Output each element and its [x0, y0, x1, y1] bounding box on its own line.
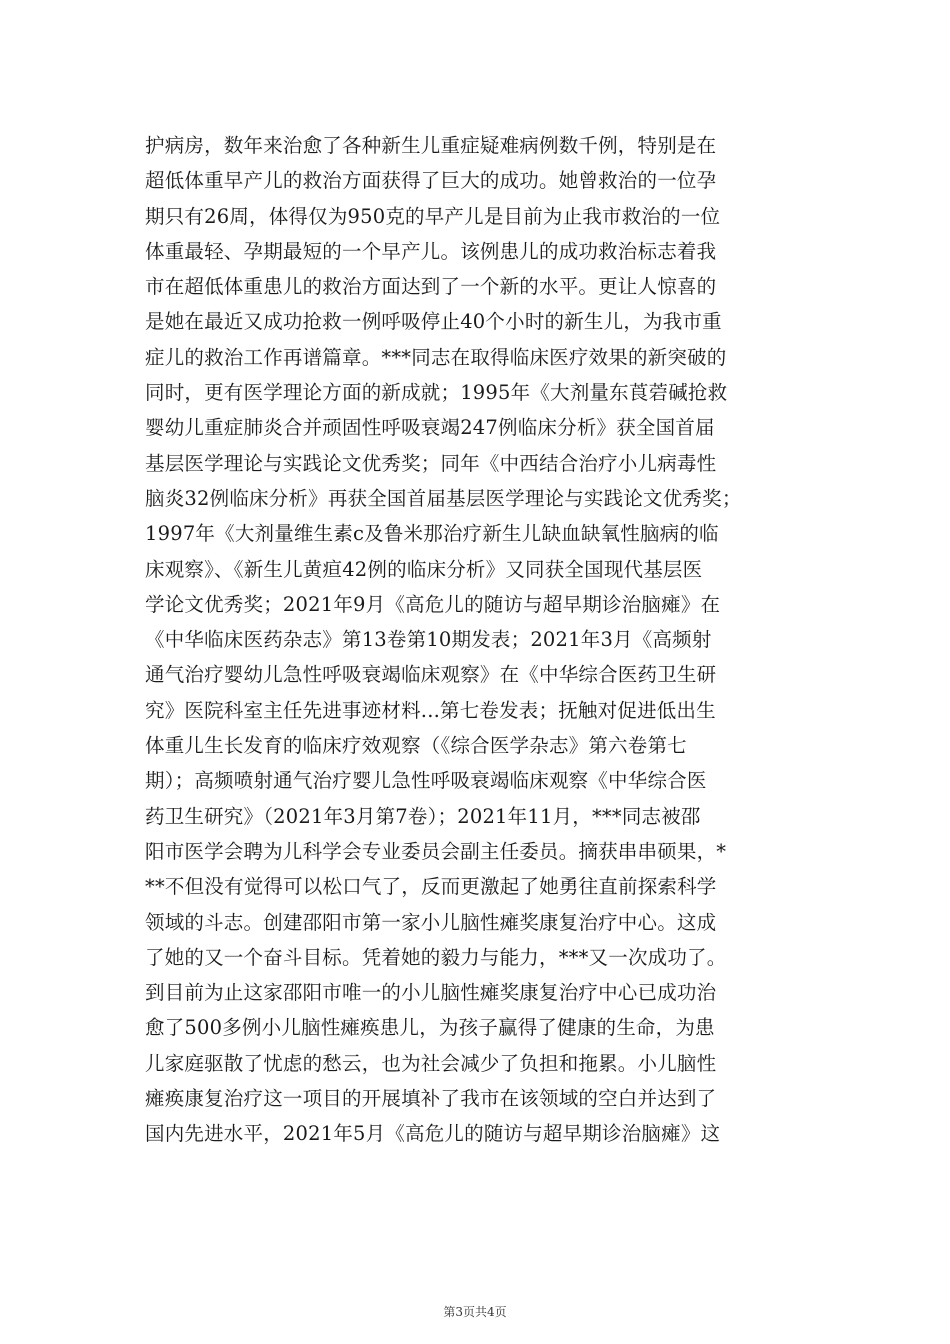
text-line: 超低体重早产儿的救治方面获得了巨大的成功。她曾救治的一位孕: [145, 169, 717, 193]
text-line: 通气治疗婴幼儿急性呼吸衰竭临床观察》在《中华综合医药卫生研: [145, 663, 717, 687]
text-line: 药卫生研究》（2021年3月第7卷）；2021年11月，***同志被邵: [145, 804, 701, 828]
text-line: 瘫痪康复治疗这一项目的开展填补了我市在该领域的空白并达到了: [145, 1087, 717, 1111]
text-line: 脑炎32例临床分析》再获全国首届基层医学理论与实践论文优秀奖；: [145, 486, 742, 510]
text-line: 领域的斗志。创建邵阳市第一家小儿脑性瘫奖康复治疗中心。这成: [145, 910, 717, 934]
text-line: 学论文优秀奖；2021年9月《高危儿的随访与超早期诊治脑瘫》在: [145, 592, 721, 616]
text-line: 市在超低体重患儿的救治方面达到了一个新的水平。更让人惊喜的: [145, 275, 717, 299]
text-line: 到目前为止这家邵阳市唯一的小儿脑性瘫奖康复治疗中心已成功治: [145, 981, 717, 1005]
text-line: 同时，更有医学理论方面的新成就；1995年《大剂量东莨菪碱抢救: [145, 381, 728, 405]
text-line: 期）；高频喷射通气治疗婴儿急性呼吸衰竭临床观察《中华综合医: [145, 769, 707, 793]
text-line: 症儿的救治工作再谱篇章。***同志在取得临床医疗效果的新突破的: [145, 345, 727, 369]
text-line: 体重最轻、孕期最短的一个早产儿。该例患儿的成功救治标志着我: [145, 239, 717, 263]
text-line: 基层医学理论与实践论文优秀奖；同年《中西结合治疗小儿病毒性: [145, 451, 717, 475]
text-line: 是她在最近又成功抢救一例呼吸停止40个小时的新生儿，为我市重: [145, 310, 722, 334]
text-line: 《中华临床医药杂志》第13卷第10期发表；2021年3月《高频射: [145, 628, 712, 652]
text-line: 儿家庭驱散了忧虑的愁云，也为社会减少了负担和拖累。小儿脑性: [145, 1051, 717, 1075]
text-line: 国内先进水平，2021年5月《高危儿的随访与超早期诊治脑瘫》这: [145, 1122, 721, 1146]
text-line: 愈了500多例小儿脑性瘫痪患儿，为孩子赢得了健康的生命，为患: [145, 1016, 715, 1040]
text-line: 期只有26周，体得仅为950克的早产儿是目前为止我市救治的一位: [145, 204, 721, 228]
text-line: 护病房，数年来治愈了各种新生儿重症疑难病例数千例，特别是在: [145, 134, 717, 157]
text-line: 1997年《大剂量维生素c及鲁米那治疗新生儿缺血缺氧性脑病的临: [145, 522, 719, 546]
body-text: [145, 128, 805, 1152]
text-line: 床观察》、《新生儿黄疸42例的临床分析》又同获全国现代基层医: [145, 557, 703, 581]
text-line: 究》医院科室主任先进事迹材料...第七卷发表；抚触对促进低出生: [145, 698, 716, 722]
text-line: 阳市医学会聘为儿科学会专业委员会副主任委员。摘获串串硕果，*: [145, 839, 727, 863]
text-line: 婴幼儿重症肺炎合并顽固性呼吸衰竭247例临床分析》获全国首届: [145, 416, 715, 440]
page-number: 第3页共4页: [443, 1305, 507, 1319]
text-line: **不但没有觉得可以松口气了，反而更激起了她勇往直前探索科学: [145, 875, 717, 899]
text-line: 了她的又一个奋斗目标。凭着她的毅力与能力，***又一次成功了。: [145, 945, 727, 969]
text-line: 体重儿生长发育的临床疗效观察（《综合医学杂志》第六卷第七: [145, 734, 687, 758]
